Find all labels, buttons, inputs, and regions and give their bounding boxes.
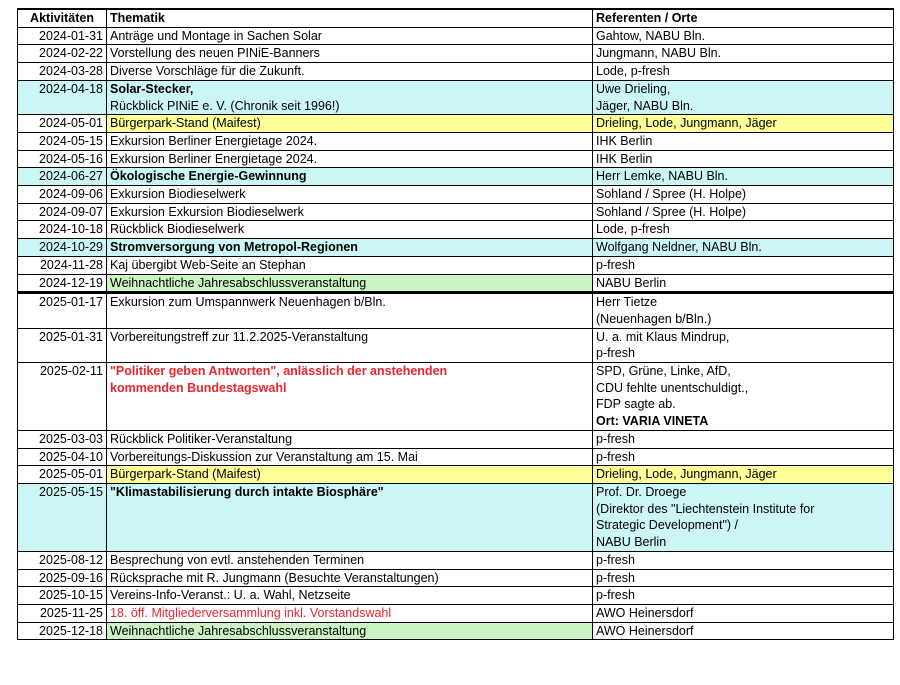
topic-cell	[107, 622, 593, 640]
speaker-cell	[593, 466, 894, 484]
speaker-line: Lode, p-fresh	[596, 64, 670, 79]
topic-line: Solar-Stecker,	[110, 81, 194, 96]
topic-cell	[107, 132, 593, 150]
table-row	[18, 363, 894, 431]
speaker-cell	[593, 551, 894, 569]
table-row	[18, 448, 894, 466]
date-cell: 2024-11-28	[18, 256, 107, 274]
date-cell: 2025-02-11	[18, 363, 107, 431]
speaker-line: Jungmann, NABU Bln.	[596, 46, 722, 61]
date-cell: 2024-05-16	[18, 150, 107, 168]
date-cell: 2024-04-18	[18, 80, 107, 114]
speaker-cell	[593, 587, 894, 605]
topic-line: "Klimastabilisierung durch intakte Biosphäre"	[110, 484, 384, 499]
date-cell: 2025-08-12	[18, 551, 107, 569]
speaker-line: NABU Berlin	[596, 535, 667, 550]
topic-cell	[107, 63, 593, 81]
topic-cell	[107, 293, 593, 328]
speaker-cell	[593, 168, 894, 186]
date-cell: 2024-03-28	[18, 63, 107, 81]
topic-cell	[107, 186, 593, 204]
speaker-cell	[593, 604, 894, 622]
speaker-cell	[593, 448, 894, 466]
speaker-line: p-fresh	[596, 431, 635, 446]
speaker-line: Jäger, NABU Bln.	[596, 98, 694, 113]
table-row	[18, 430, 894, 448]
speaker-line: U. a. mit Klaus Mindrup,	[596, 329, 730, 344]
topic-line: Rückblick Biodieselwerk	[110, 222, 245, 237]
topic-cell	[107, 256, 593, 274]
speaker-line: NABU Berlin	[596, 275, 667, 290]
topic-cell	[107, 587, 593, 605]
speaker-cell	[593, 622, 894, 640]
table-row	[18, 221, 894, 239]
table-row	[18, 27, 894, 45]
date-cell: 2024-01-31	[18, 27, 107, 45]
table-row	[18, 293, 894, 328]
topic-cell	[107, 274, 593, 293]
speaker-line: Herr Tietze	[596, 295, 658, 310]
date-cell: 2024-02-22	[18, 45, 107, 63]
speaker-line: Uwe Drieling,	[596, 81, 671, 96]
topic-line: Exkursion zum Umspannwerk Neuenhagen b/Bln.	[110, 295, 386, 310]
date-cell: 2025-05-01	[18, 466, 107, 484]
speaker-line: p-fresh	[596, 449, 635, 464]
speaker-line: p-fresh	[596, 588, 635, 603]
date-cell: 2025-11-25	[18, 604, 107, 622]
speaker-line: p-fresh	[596, 257, 635, 272]
speaker-line: Drieling, Lode, Jungmann, Jäger	[596, 116, 777, 131]
topic-line: Diverse Vorschläge für die Zukunft.	[110, 64, 305, 79]
topic-line: 18. öff. Mitgliederversammlung inkl. Vorstandswahl	[110, 605, 392, 620]
speaker-line: Sohland / Spree (H. Holpe)	[596, 187, 747, 202]
header-topic: Thematik	[107, 9, 593, 27]
speaker-cell	[593, 274, 894, 293]
speaker-line: IHK Berlin	[596, 133, 653, 148]
topic-cell	[107, 203, 593, 221]
speaker-line: AWO Heinersdorf	[596, 605, 694, 620]
table-row	[18, 569, 894, 587]
speaker-line: SPD, Grüne, Linke, AfD,	[596, 364, 731, 379]
table-row	[18, 604, 894, 622]
speaker-cell	[593, 186, 894, 204]
topic-line: Besprechung von evtl. anstehenden Terminen	[110, 552, 365, 567]
table-row	[18, 483, 894, 551]
topic-line: Weihnachtliche Jahresabschlussveranstaltung	[110, 623, 367, 638]
speaker-line: Lode, p-fresh	[596, 222, 670, 237]
topic-cell	[107, 430, 593, 448]
speaker-cell	[593, 239, 894, 257]
table-row	[18, 256, 894, 274]
topic-cell	[107, 466, 593, 484]
speaker-line: Herr Lemke, NABU Bln.	[596, 169, 728, 184]
speaker-cell	[593, 328, 894, 362]
topic-cell	[107, 27, 593, 45]
date-cell: 2024-10-29	[18, 239, 107, 257]
table-row	[18, 80, 894, 114]
date-cell: 2025-10-15	[18, 587, 107, 605]
date-cell: 2025-12-18	[18, 622, 107, 640]
date-cell: 2024-06-27	[18, 168, 107, 186]
topic-line: Rückblick Politiker-Veranstaltung	[110, 431, 293, 446]
speaker-cell	[593, 80, 894, 114]
speaker-line: Sohland / Spree (H. Holpe)	[596, 204, 747, 219]
activities-table	[17, 8, 894, 640]
speaker-cell	[593, 45, 894, 63]
table-row	[18, 622, 894, 640]
topic-line: Anträge und Montage in Sachen Solar	[110, 28, 322, 43]
date-cell: 2024-09-06	[18, 186, 107, 204]
topic-cell	[107, 80, 593, 114]
table-row	[18, 186, 894, 204]
speaker-cell	[593, 293, 894, 328]
speaker-cell	[593, 430, 894, 448]
table-row	[18, 45, 894, 63]
speaker-line: Wolfgang Neldner, NABU Bln.	[596, 240, 762, 255]
speaker-line: Drieling, Lode, Jungmann, Jäger	[596, 467, 777, 482]
topic-cell	[107, 363, 593, 431]
speaker-line: Prof. Dr. Droege	[596, 484, 687, 499]
table-row	[18, 150, 894, 168]
topic-line: Exkursion Exkursion Biodieselwerk	[110, 204, 304, 219]
topic-line: Vorbereitungs-Diskussion zur Veranstaltung am 15. Mai	[110, 449, 418, 464]
date-cell: 2024-12-19	[18, 274, 107, 293]
date-cell: 2025-04-10	[18, 448, 107, 466]
topic-line: Rückblick PINiE e. V. (Chronik seit 1996!)	[110, 98, 340, 113]
topic-line: Vorstellung des neuen PINiE-Banners	[110, 46, 320, 61]
date-cell: 2024-09-07	[18, 203, 107, 221]
speaker-line: (Direktor des "Liechtenstein Institute for	[596, 501, 815, 516]
header-speakers-places: Referenten / Orte	[593, 9, 894, 27]
topic-line: Vorbereitungstreff zur 11.2.2025-Veranstaltung	[110, 329, 369, 344]
speaker-line: p-fresh	[596, 570, 635, 585]
table-row	[18, 587, 894, 605]
speaker-cell	[593, 115, 894, 133]
topic-cell	[107, 115, 593, 133]
topic-line: Bürgerpark-Stand (Maifest)	[110, 467, 261, 482]
topic-cell	[107, 551, 593, 569]
speaker-line: CDU fehlte unentschuldigt.,	[596, 380, 749, 395]
date-cell: 2024-05-15	[18, 132, 107, 150]
speaker-line: p-fresh	[596, 346, 635, 361]
topic-cell	[107, 239, 593, 257]
table-header-row	[18, 9, 894, 27]
speaker-cell	[593, 256, 894, 274]
topic-cell	[107, 150, 593, 168]
topic-cell	[107, 483, 593, 551]
table-row	[18, 239, 894, 257]
speaker-line: Gahtow, NABU Bln.	[596, 28, 706, 43]
topic-cell	[107, 168, 593, 186]
date-cell: 2024-05-01	[18, 115, 107, 133]
speaker-line: (Neuenhagen b/Bln.)	[596, 311, 712, 326]
header-activities: Aktivitäten	[18, 9, 107, 27]
topic-cell	[107, 604, 593, 622]
speaker-line: IHK Berlin	[596, 151, 653, 166]
topic-line: Weihnachtliche Jahresabschlussveranstaltung	[110, 275, 367, 290]
topic-line: Bürgerpark-Stand (Maifest)	[110, 116, 261, 131]
table-row	[18, 203, 894, 221]
speaker-line: AWO Heinersdorf	[596, 623, 694, 638]
table-row	[18, 328, 894, 362]
speaker-cell	[593, 27, 894, 45]
speaker-line: p-fresh	[596, 552, 635, 567]
speaker-cell	[593, 63, 894, 81]
table-row	[18, 115, 894, 133]
speaker-cell	[593, 203, 894, 221]
topic-line: kommenden Bundestagswahl	[110, 380, 287, 395]
topic-line: Exkursion Berliner Energietage 2024.	[110, 133, 318, 148]
topic-line: Exkursion Biodieselwerk	[110, 187, 246, 202]
topic-line: Exkursion Berliner Energietage 2024.	[110, 151, 318, 166]
topic-line: Kaj übergibt Web-Seite an Stephan	[110, 257, 306, 272]
date-cell: 2025-05-15	[18, 483, 107, 551]
topic-line: Vereins-Info-Veranst.: U. a. Wahl, Netzseite	[110, 588, 351, 603]
date-cell: 2025-09-16	[18, 569, 107, 587]
speaker-cell	[593, 569, 894, 587]
topic-line: "Politiker geben Antworten", anlässlich der anstehenden	[110, 364, 448, 379]
speaker-cell	[593, 150, 894, 168]
date-cell: 2025-01-17	[18, 293, 107, 328]
table-row	[18, 132, 894, 150]
table-row	[18, 551, 894, 569]
speaker-cell	[593, 221, 894, 239]
speaker-line: Strategic Development") /	[596, 518, 738, 533]
topic-cell	[107, 328, 593, 362]
date-cell: 2025-01-31	[18, 328, 107, 362]
speaker-cell	[593, 132, 894, 150]
speaker-cell	[593, 483, 894, 551]
table-row	[18, 168, 894, 186]
topic-line: Ökologische Energie-Gewinnung	[110, 169, 307, 184]
speaker-line: FDP sagte ab.	[596, 397, 676, 412]
table-row	[18, 274, 894, 293]
table-row	[18, 466, 894, 484]
date-cell: 2024-10-18	[18, 221, 107, 239]
topic-cell	[107, 221, 593, 239]
topic-cell	[107, 448, 593, 466]
topic-cell	[107, 569, 593, 587]
topic-line: Stromversorgung von Metropol-Regionen	[110, 240, 358, 255]
table-row	[18, 63, 894, 81]
topic-line: Rücksprache mit R. Jungmann (Besuchte Veranstaltungen)	[110, 570, 439, 585]
speaker-line: Ort: VARIA VINETA	[596, 414, 709, 429]
topic-cell	[107, 45, 593, 63]
speaker-cell	[593, 363, 894, 431]
date-cell: 2025-03-03	[18, 430, 107, 448]
